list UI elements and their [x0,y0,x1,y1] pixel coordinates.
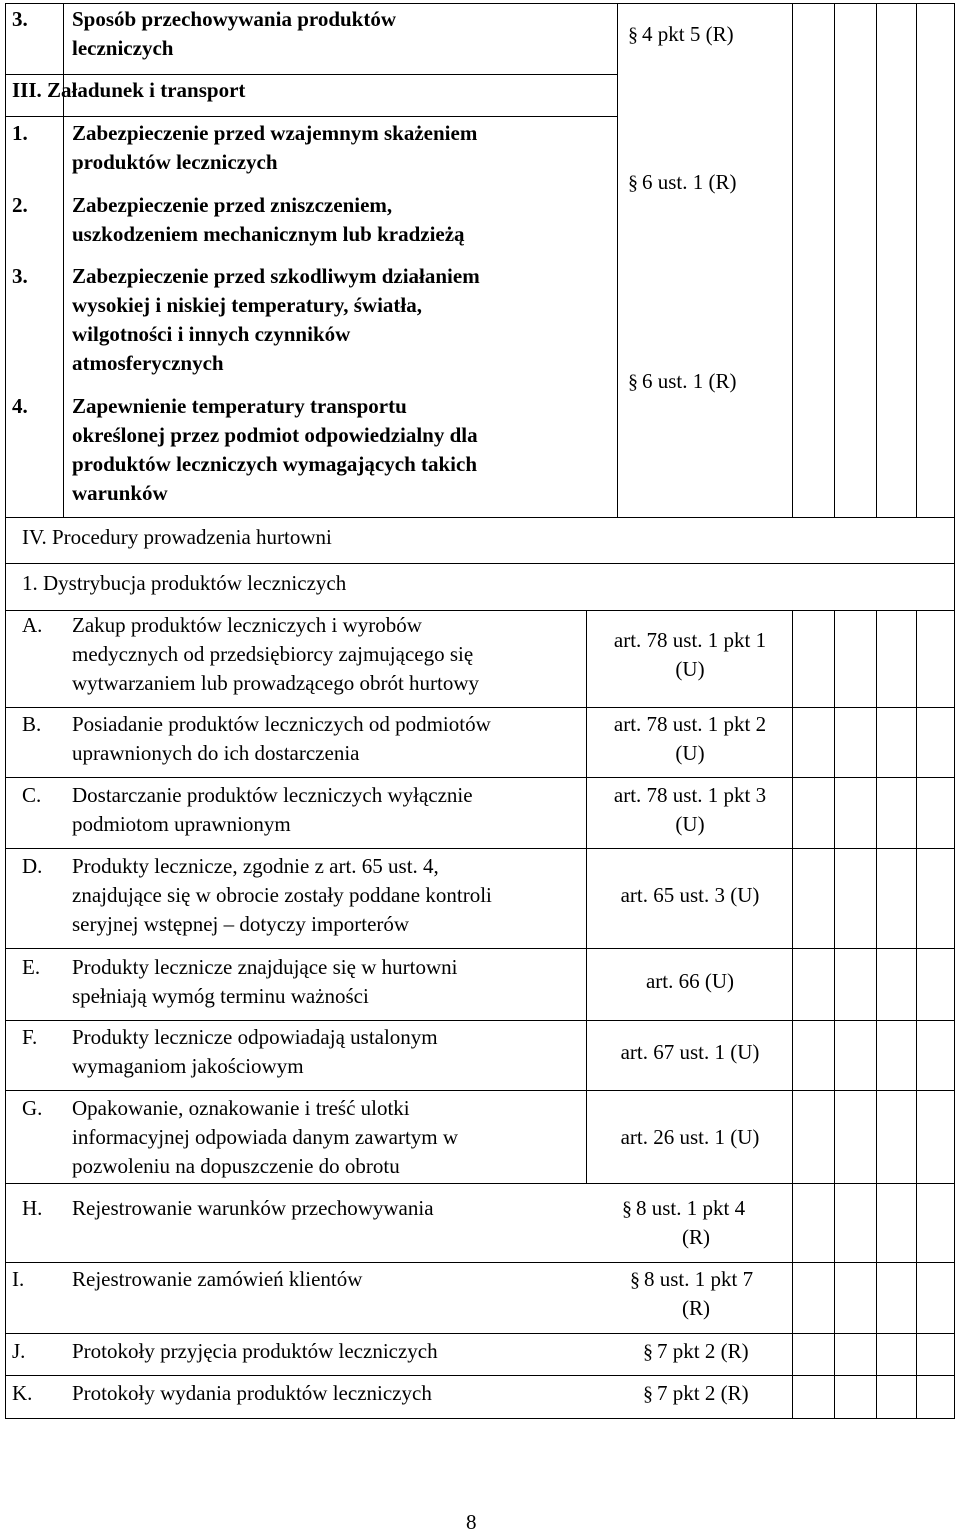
legal-reference: art. 65 ust. 3 (U) [620,883,760,907]
legal-reference: art. 66 (U) [645,969,735,993]
legal-reference: § 6 ust. 1 (R) [628,369,737,393]
item-text: warunków [72,481,168,505]
item-letter: J. [12,1339,26,1363]
section-sign-icon: § [628,24,638,46]
item-text: Dostarczanie produktów leczniczych wyłącznie [72,783,473,807]
legal-reference: (R) [682,1225,710,1249]
item-text: Rejestrowanie zamówień klientów [72,1267,363,1291]
item-text: produktów leczniczych wymagających takich [72,452,477,476]
item-number: 3. [12,264,28,288]
item-number: 4. [12,394,28,418]
item-text: atmosferycznych [72,351,224,375]
section-sign-icon: § [628,371,638,393]
item-letter: I. [12,1267,25,1291]
item-text: Opakowanie, oznakowanie i treść ulotki [72,1096,410,1120]
legal-reference: § 7 pkt 2 (R) [643,1339,749,1363]
legal-reference: art. 78 ust. 1 pkt 1 [613,628,767,652]
item-number: 1. [12,121,28,145]
section-sign-icon: § [643,1383,653,1405]
item-letter: G. [22,1096,43,1120]
item-text: spełniają wymóg terminu ważności [72,984,369,1008]
item-letter: A. [22,613,43,637]
row-number: 3. [12,7,28,31]
item-number: 2. [12,193,28,217]
legal-reference: (R) [682,1296,710,1320]
legal-reference: § 6 ust. 1 (R) [628,170,737,194]
legal-reference: § 8 ust. 1 pkt 4 [622,1196,746,1220]
item-text: Zabezpieczenie przed zniszczeniem, [72,193,393,217]
section-title: IV. Procedury prowadzenia hurtowni [22,525,332,549]
item-text: podmiotom uprawnionym [72,812,291,836]
section-sign-icon: § [630,1269,640,1291]
section-sign-icon: § [628,172,638,194]
item-text: wytwarzaniem lub prowadzącego obrót hurtowy [72,671,480,695]
item-letter: E. [22,955,41,979]
item-text: znajdujące się w obrocie zostały poddane kontroli [72,883,492,907]
item-text: Zapewnienie temperatury transportu [72,394,407,418]
item-text: medycznych od przedsiębiorcy zajmującego się [72,642,474,666]
item-text: wilgotności i innych czynników [72,322,351,346]
item-text: informacyjnej odpowiada danym zawartym w [72,1125,459,1149]
item-text: Zabezpieczenie przed szkodliwym działaniem [72,264,480,288]
section-subtitle: 1. Dystrybucja produktów leczniczych [22,571,347,595]
row-text: Sposób przechowywania produktów [72,7,397,31]
legal-reference: art. 67 ust. 1 (U) [620,1040,760,1064]
legal-reference: § 8 ust. 1 pkt 7 [630,1267,754,1291]
item-letter: B. [22,712,42,736]
item-letter: D. [22,854,43,878]
legal-reference: § 4 pkt 5 (R) [628,22,734,46]
item-text: określonej przez podmiot odpowiedzialny dla [72,423,478,447]
item-text: Protokoły wydania produktów leczniczych [72,1381,432,1405]
section-title: III. Załadunek i transport [12,78,246,102]
item-letter: C. [22,783,42,807]
item-text: Zabezpieczenie przed wzajemnym skażeniem [72,121,478,145]
item-text: Produkty lecznicze, zgodnie z art. 65 ust. 4, [72,854,439,878]
item-letter: F. [22,1025,38,1049]
legal-reference: art. 78 ust. 1 pkt 2 [613,712,767,736]
section-sign-icon: § [643,1341,653,1363]
item-text: Zakup produktów leczniczych i wyrobów [72,613,422,637]
item-text: produktów leczniczych [72,150,278,174]
legal-reference: (U) [675,657,705,681]
item-text: wymaganiom jakościowym [72,1054,304,1078]
legal-reference: § 7 pkt 2 (R) [643,1381,749,1405]
legal-reference: (U) [675,741,705,765]
item-text: Posiadanie produktów leczniczych od podmiotów [72,712,491,736]
legal-reference: (U) [675,812,705,836]
row-text: leczniczych [72,36,174,60]
item-text: wysokiej i niskiej temperatury, światła, [72,293,422,317]
item-text: pozwoleniu na dopuszczenie do obrotu [72,1154,400,1178]
item-text: seryjnej wstępnej – dotyczy importerów [72,912,410,936]
legal-reference: art. 26 ust. 1 (U) [620,1125,760,1149]
item-text: Protokoły przyjęcia produktów leczniczych [72,1339,438,1363]
page-number: 8 [466,1510,477,1534]
item-text: uszkodzeniem mechanicznym lub kradzieżą [72,222,465,246]
item-text: Produkty lecznicze znajdujące się w hurtowni [72,955,458,979]
item-letter: K. [12,1381,33,1405]
item-text: uprawnionych do ich dostarczenia [72,741,360,765]
item-letter: H. [22,1196,43,1220]
section-sign-icon: § [622,1198,632,1220]
item-text: Produkty lecznicze odpowiadają ustalonym [72,1025,438,1049]
item-text: Rejestrowanie warunków przechowywania [72,1196,434,1220]
legal-reference: art. 78 ust. 1 pkt 3 [613,783,767,807]
